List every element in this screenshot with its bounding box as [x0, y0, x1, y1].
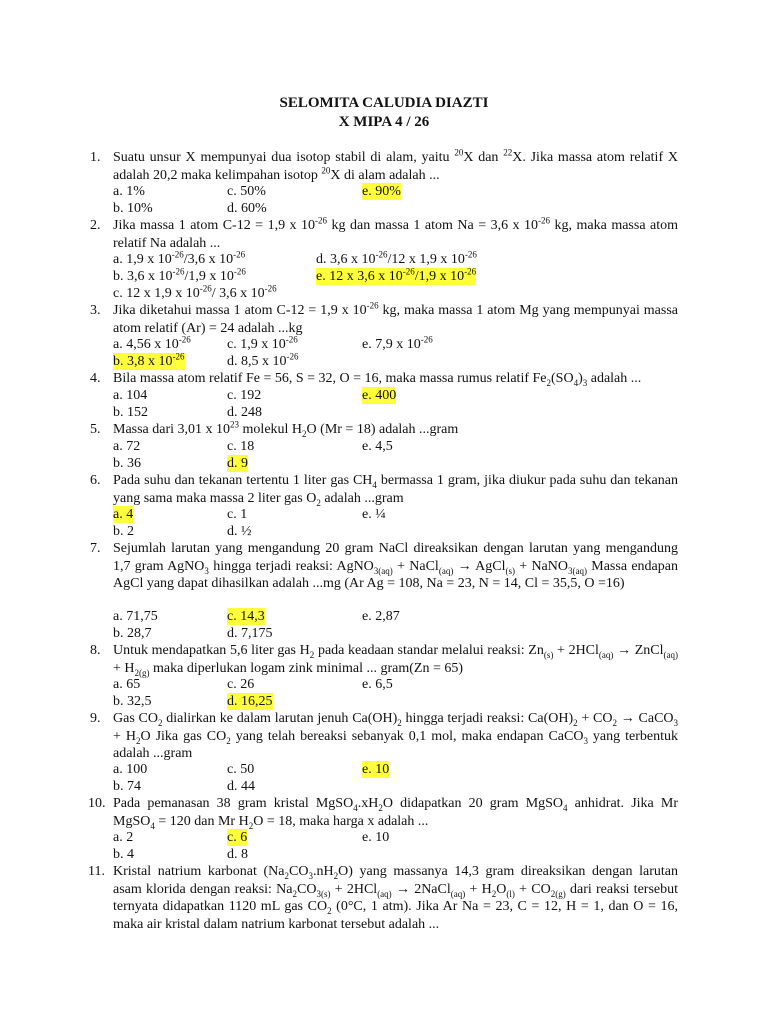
option-a: a. 4,56 x $10^{-26}$ — [113, 334, 191, 352]
answer-highlight: c. 6 — [227, 830, 248, 845]
option-a: a. 65 — [113, 677, 141, 692]
question-number: 11. — [88, 864, 105, 879]
question-text: Jika diketahui massa 1 atom C-12 = 1,9 x $10^{-26}$ kg, maka massa 1 atom Mg yang mempunyai massa atom relatif (Ar) = 24 adalah ...kg — [113, 300, 678, 336]
option-c: c. 192 — [227, 388, 262, 403]
option-e: e. 4,5 — [362, 439, 393, 454]
question-text: Jika massa 1 atom C-12 = 1,9 x $10^{-26}$ kg dan massa 1 atom Na = 3,6 x $10^{-26}$ kg, maka massa atom relatif Na adalah ... — [113, 215, 679, 251]
question-text: Bila massa atom relatif Fe = 56, S = 32, O = 16, maka massa rumus relatif $Fe_2(SO_4)_3$ adalah ... — [113, 371, 642, 388]
option-a: a. 71,75 — [113, 609, 158, 624]
question-number: 3. — [90, 303, 101, 318]
option-a: a. 100 — [113, 762, 148, 777]
option-a: a. 2 — [113, 830, 134, 845]
question-number: 5. — [90, 422, 101, 437]
answer-highlight: e. 10 — [362, 762, 390, 777]
option-c: c. 26 — [227, 677, 255, 692]
question-number: 6. — [90, 473, 101, 488]
option-e: e. 2,87 — [362, 609, 400, 624]
option-b: b. 10% — [113, 201, 153, 216]
answer-highlight: e. 90% — [362, 184, 401, 199]
option-d: d. 8 — [227, 847, 248, 862]
question-text: Untuk mendapatkan 5,6 liter gas $H_2$ pada keadaan standar melalui reaksi: $Zn_{(s)} + 2HCl_{(aq)}$ → ZnCl$_{(aq)}$ + $H_{2(g)}$ maka diperlukan logam zink minimal ... gram(Zn = 65) — [113, 643, 679, 678]
option-c: c. 18 — [227, 439, 255, 454]
option-b: b. 32,5 — [113, 694, 152, 709]
question-text: Gas $CO_2$ dialirkan ke dalam larutan jenuh $Ca(OH)_2$ hingga terjadi reaksi: $Ca(OH)_2 + CO_2$ → CaCO$_3$ + $H_2O$ Jika gas $CO_2$ yang telah bereaksi sebanyak 0,1 mol, maka endapan CaCO$_3$ yang terbentuk adalah ...gram — [113, 711, 679, 761]
question-number: 7. — [90, 541, 101, 556]
option-e: e. 6,5 — [362, 677, 393, 692]
option-d: d. 248 — [227, 405, 262, 420]
answer-highlight: c. 14,3 — [227, 609, 265, 624]
answer-highlight: b. 3,8 x $10^{-26}$ — [113, 351, 185, 369]
question-number: 4. — [90, 371, 101, 386]
option-d: d. 60% — [227, 201, 267, 216]
answer-highlight: a. 4 — [113, 507, 134, 522]
option-d: d. ½ — [227, 524, 252, 539]
student-name: SELOMITA CALUDIA DIAZTI — [279, 95, 489, 111]
question-text: Kristal natrium karbonat $(Na_2CO_3.nH_2O)$ yang massanya 14,3 gram direaksikan dengan larutan asam klorida dengan reaksi: $Na_2CO_{3(s)} + 2HCl_{(aq)}$ → 2NaCl$_{(aq)}$ + $H_2O_{(l)} + CO_{2(g)}$ dari reaksi tersebut ternyata didapatkan 1120 mL gas $CO_2$ (0°C, 1 atm). Jika Ar Na = 23, C = 12, H = 1, dan O = 16, maka air kristal dalam natrium karbonat tersebut adalah ... — [113, 864, 678, 932]
option-d: d. 7,175 — [227, 626, 273, 641]
answer-highlight: e. 12 x 3,6 x $10^{-26}/1,9$ x $10^{-26}$ — [316, 266, 477, 284]
option-a: a. 104 — [113, 388, 148, 403]
question-text: Pada suhu dan tekanan tertentu 1 liter gas $CH_4$ bermassa 1 gram, jika diukur pada suhu dan tekanan yang sama maka massa 2 liter gas $O_2$ adalah ...gram — [113, 473, 678, 508]
option-b: b. 28,7 — [113, 626, 152, 641]
question-number: 9. — [90, 711, 101, 726]
option-c: c. 12 x 1,9 x $10^{-26}/$ 3,6 x $10^{-26}$ — [113, 283, 277, 301]
question-text: Pada pemanasan 38 gram kristal $MgSO_4.xH_2O$ didapatkan 20 gram MgSO$_4$ anhidrat. Jika Mr MgSO$_4$ = 120 dan Mr $H_2O = 18$, maka harga x adalah ... — [113, 796, 678, 831]
question-text: Massa dari 3,01 x $10^{23}$ molekul $H_2O$ (Mr = 18) adalah ...gram — [113, 419, 459, 439]
question-number: 2. — [90, 218, 101, 233]
option-c: c. 1,9 x $10^{-26}$ — [227, 334, 298, 352]
question-text: Sejumlah larutan yang mengandung 20 gram NaCl direaksikan dengan larutan yang mengandung 1,7 gram AgNO$_3$ hingga terjadi reaksi: AgNO$_{3(aq)}$ + NaCl$_{(aq)}$ → AgCl$_{(s)}$ + NaNO$_{3(aq)}$ Massa endapan AgCl yang dapat dihasilkan adalah ...mg (Ar Ag = 108, Na = 23, N = 14, Cl = 35,5, O =16) — [113, 541, 678, 591]
option-d: d. 3,6 x $10^{-26}/12$ x 1,9 x $10^{-26}$ — [316, 249, 477, 267]
option-a: a. 72 — [113, 439, 141, 454]
question-number: 1. — [90, 150, 101, 165]
option-c: c. 50% — [227, 184, 266, 199]
answer-highlight: d. 9 — [227, 456, 248, 471]
question-number: 8. — [90, 643, 101, 658]
answer-highlight: d. 16,25 — [227, 694, 273, 709]
option-e: e. 7,9 x $10^{-26}$ — [362, 334, 433, 352]
option-e: e. ¼ — [362, 507, 386, 522]
option-d: d. 8,5 x $10^{-26}$ — [227, 351, 299, 369]
option-b: b. 4 — [113, 847, 134, 862]
class-number: X MIPA 4 / 26 — [338, 114, 430, 130]
option-d: d. 44 — [227, 779, 255, 794]
option-c: c. 1 — [227, 507, 248, 522]
option-b: b. 36 — [113, 456, 141, 471]
option-b: b. 152 — [113, 405, 148, 420]
option-a: a. 1% — [113, 184, 145, 199]
answer-highlight: e. 400 — [362, 388, 397, 403]
option-e: e. 10 — [362, 830, 390, 845]
question-number: 10. — [88, 796, 106, 811]
option-b: b. 3,6 x $10^{-26}/1,9$ x $10^{-26}$ — [113, 266, 246, 284]
option-c: c. 50 — [227, 762, 255, 777]
question-text: Suatu unsur X mempunyai dua isotop stabil di alam, yaitu $^{20}$X dan $^{22}$X. Jika massa atom relatif X adalah 20,2 maka kelimpahan isotop $^{20}$X di alam adalah ... — [113, 147, 678, 183]
option-b: b. 74 — [113, 779, 141, 794]
option-b: b. 2 — [113, 524, 134, 539]
option-a: a. 1,9 x $10^{-26}/3,6$ x $10^{-26}$ — [113, 249, 246, 267]
